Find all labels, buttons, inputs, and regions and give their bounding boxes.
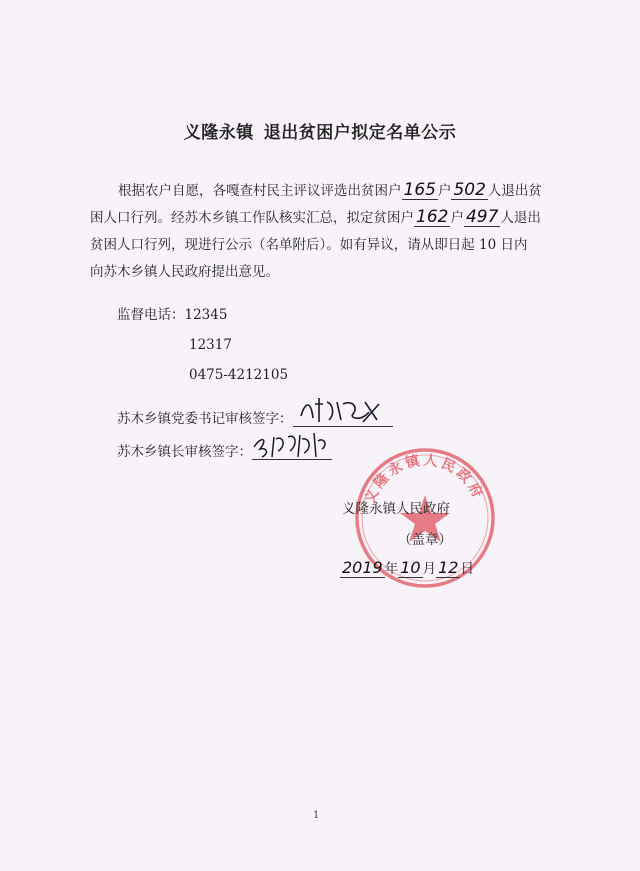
document-date: 2019 年 10 月 12 日 <box>342 558 474 577</box>
government-name: 义隆永镇人民政府 <box>342 501 450 517</box>
mayor-signature-line <box>252 441 332 460</box>
handwritten-signature-icon <box>293 394 393 428</box>
phones-label: 监督电话： <box>117 307 185 323</box>
paragraph-line-3: 贫困人口行列，现进行公示（名单附后）。如有异议，请从即日起 10 日内 <box>90 237 528 253</box>
seal-note: （盖章） <box>398 532 452 548</box>
handwritten-people-1: 502 <box>453 180 486 200</box>
mayor-signature-label: 苏木乡镇长审核签字： <box>117 444 252 460</box>
supervision-phones <box>117 300 288 390</box>
notice-paragraph <box>90 178 560 286</box>
handwritten-households-2: 162 <box>416 207 449 227</box>
date-day: 12 <box>438 558 459 577</box>
phone-number: 12345 <box>184 307 228 323</box>
date-year: 2019 <box>342 558 383 577</box>
svg-text:义隆永镇人民政府: 义隆永镇人民政府 <box>362 452 487 507</box>
party-signature-label: 苏木乡镇党委书记审核签字： <box>117 411 293 427</box>
party-signature-line <box>293 408 393 427</box>
title-town: 义隆永镇 <box>183 123 254 143</box>
paragraph-line-2: 困人口行列。经苏木乡镇工作队核实汇总，拟定贫困户 162 户 497 人退出 <box>90 207 541 227</box>
document-title <box>0 118 640 143</box>
phone-number: 0475-4212105 <box>189 367 289 383</box>
handwritten-households-1: 165 <box>403 180 436 200</box>
phone-number: 12317 <box>189 337 232 353</box>
page-number: 1 <box>313 810 320 821</box>
handwritten-signature-icon <box>252 427 342 461</box>
title-main: 退出贫困户拟定名单公示 <box>263 123 457 143</box>
mayor-signature <box>117 440 332 460</box>
paragraph-line-4: 向苏木乡镇人民政府提出意见。 <box>90 264 279 280</box>
party-secretary-signature <box>117 407 393 427</box>
paragraph-line-1: 根据农户自愿，各嘎查村民主评议评选出贫困户 165 户 502 人退出贫 <box>118 180 542 200</box>
handwritten-people-2: 497 <box>465 207 499 227</box>
date-month: 10 <box>400 558 421 577</box>
